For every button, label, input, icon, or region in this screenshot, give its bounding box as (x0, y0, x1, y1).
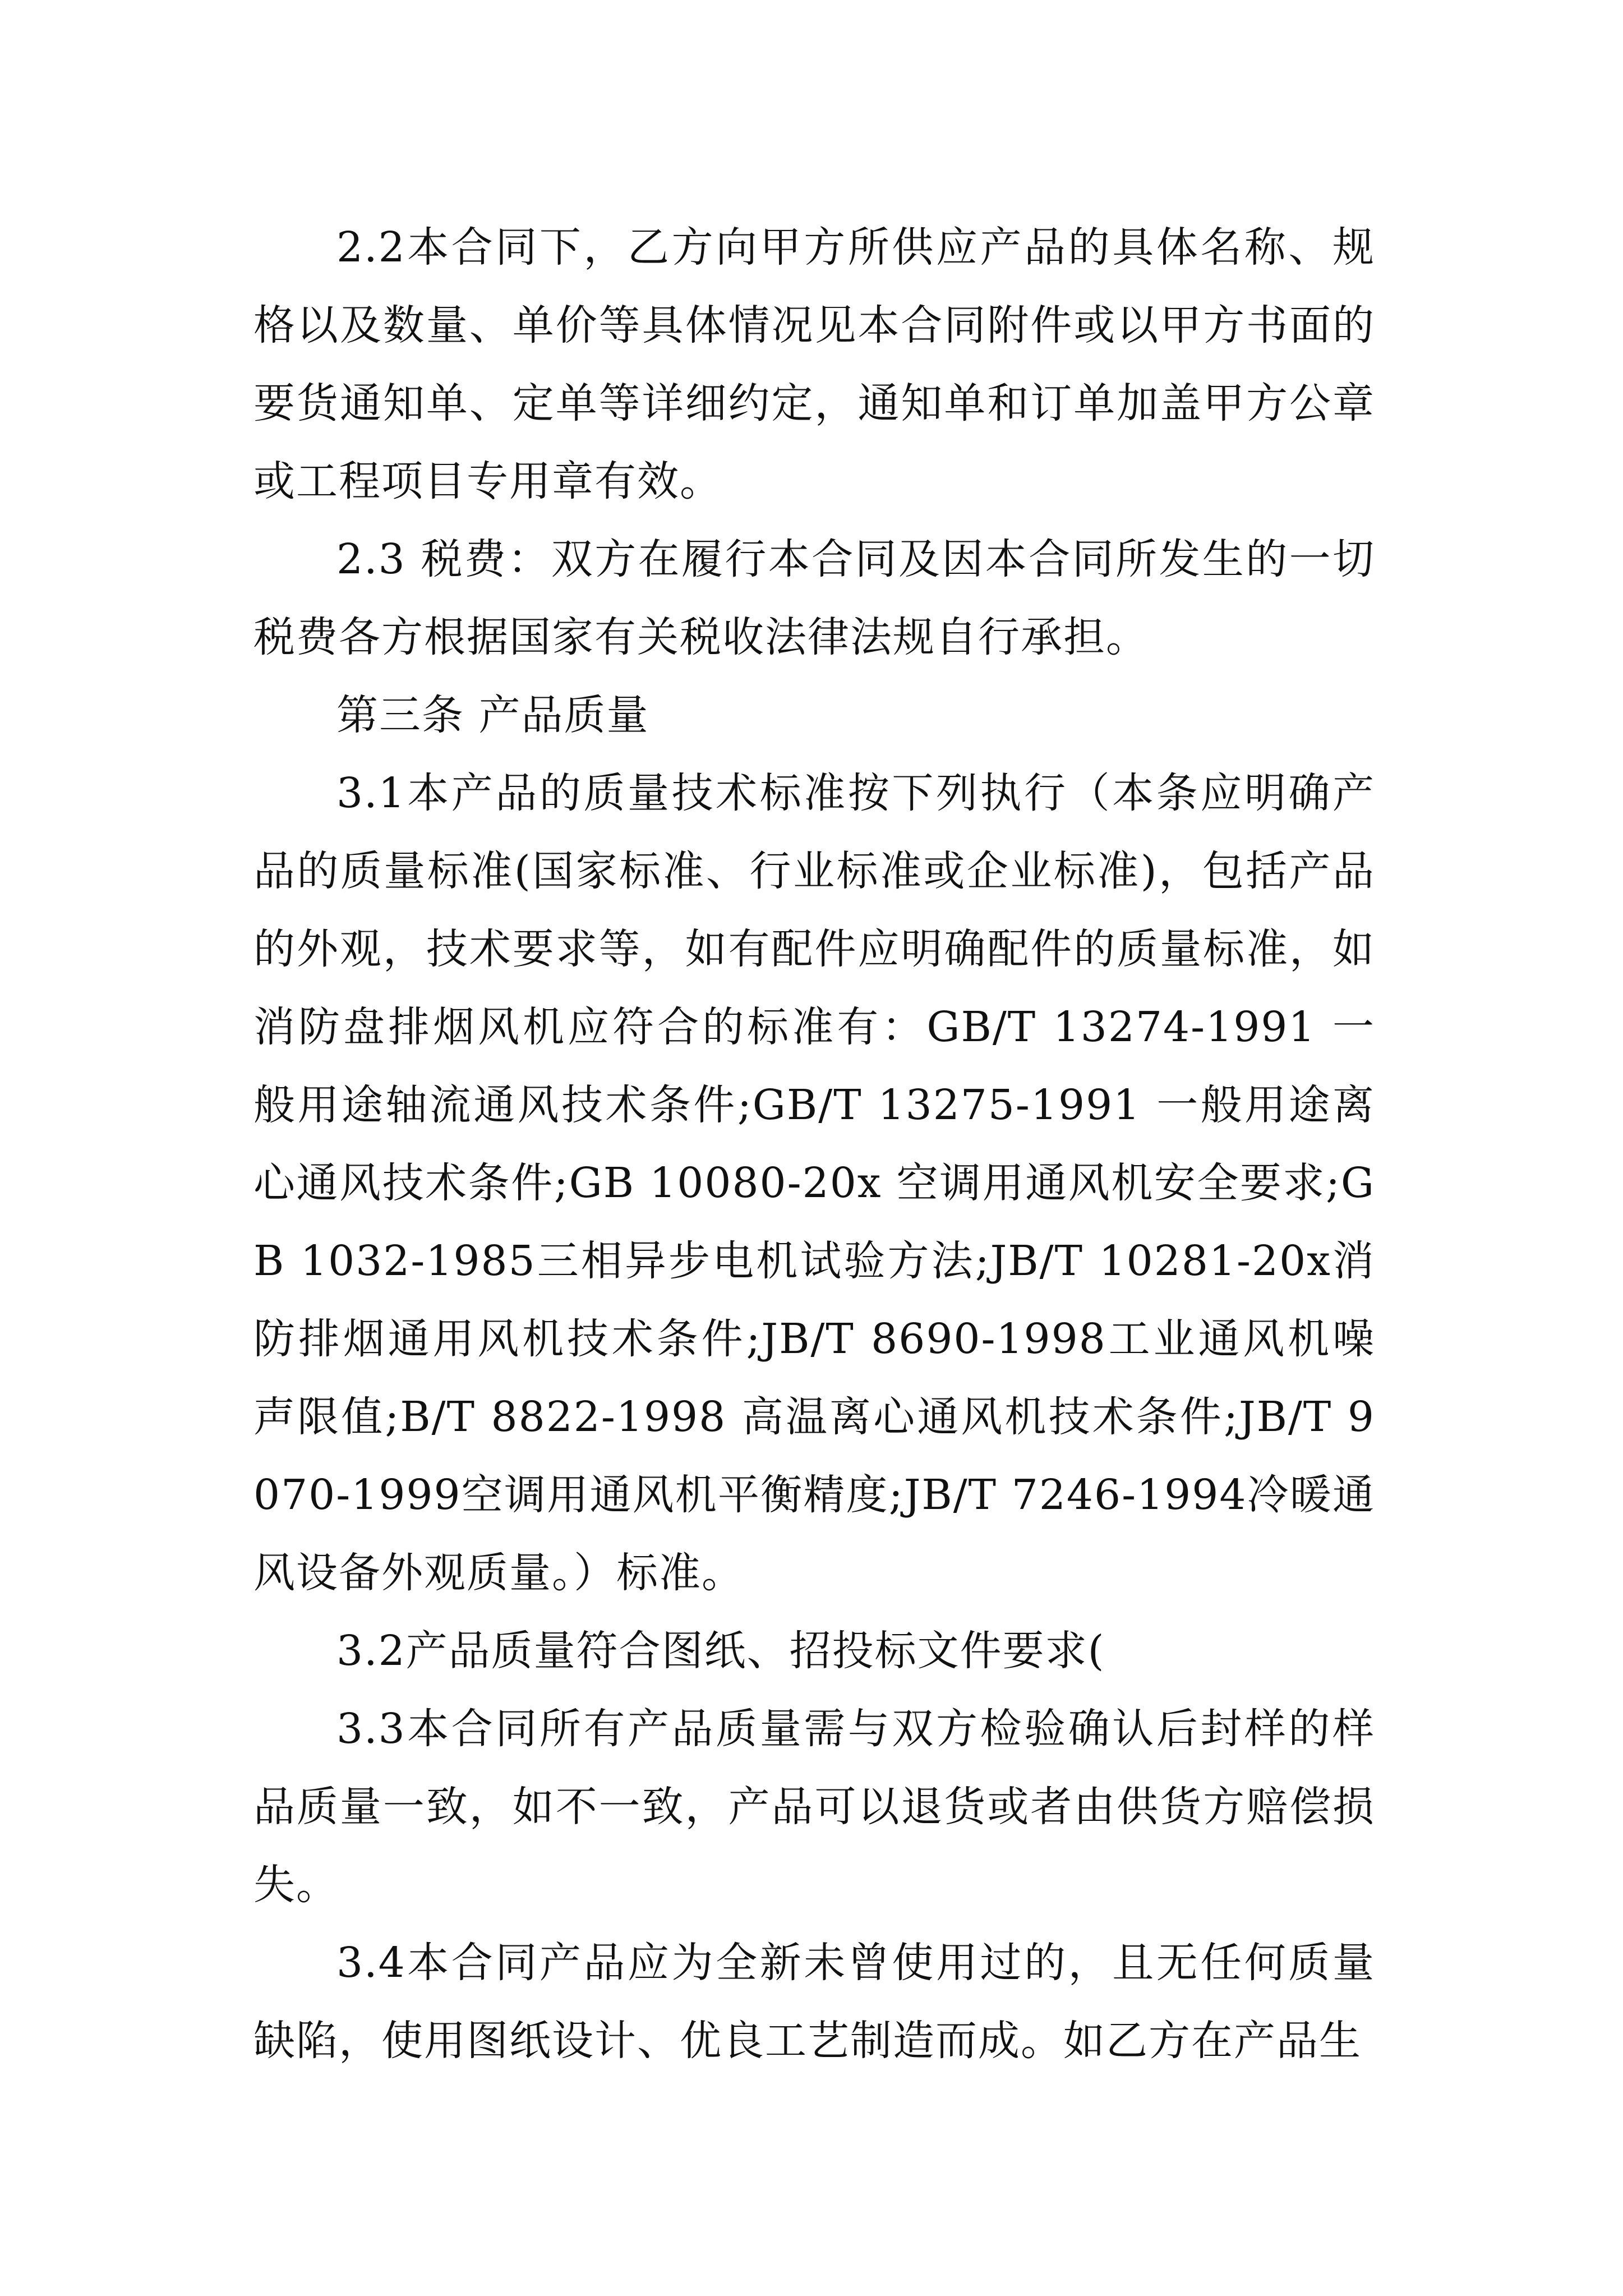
paragraph-3-2: 3.2产品质量符合图纸、招投标文件要求( (336, 1627, 1105, 1675)
paragraph-3-1: 3.1本产品的质量技术标准按下列执行（本条应明确产品的质量标准(国家标准、行业标准或企业标准)，包括产品的外观，技术要求等，如有配件应明确配件的质量标准，如消防盘排烟风机应符合的标准有：GB/T 13274-1991 一般用途轴流通风技术条件;GB/T 13275-1991 一般用途离心通风技术条件;GB 10080-20x 空调用通风机安全要求;GB 1032-1985三相异步电机试验方法;JB/T 10281-20x消防排烟通用风机技术条件;JB/T 8690-1998工业通风机噪声限值;B/T 8822-1998 高温离心通风机技术条件;JB/T 9070-1999空调用通风机平衡精度;JB/T 7246-1994冷暖通风设备外观质量。）标准。 (253, 769, 1375, 1597)
paragraph-3-3: 3.3本合同所有产品质量需与双方检验确认后封样的样品质量一致，如不一致，产品可以退货或者由供货方赔偿损失。 (253, 1705, 1375, 1909)
paragraph-2-3: 2.3 税费：双方在履行本合同及因本合同所发生的一切税费各方根据国家有关税收法律法规自行承担。 (253, 535, 1375, 661)
document-body (253, 209, 1375, 2080)
paragraph-3-4: 3.4本合同产品应为全新未曾使用过的，且无任何质量缺陷，使用图纸设计、优良工艺制造而成。如乙方在产品生 (253, 1939, 1375, 2065)
article-3-heading: 第三条 产品质量 (336, 691, 649, 739)
paragraph-2-2: 2.2本合同下，乙方向甲方所供应产品的具体名称、规格以及数量、单价等具体情况见本合同附件或以甲方书面的要货通知单、定单等详细约定，通知单和订单加盖甲方公章或工程项目专用章有效。 (253, 223, 1375, 505)
